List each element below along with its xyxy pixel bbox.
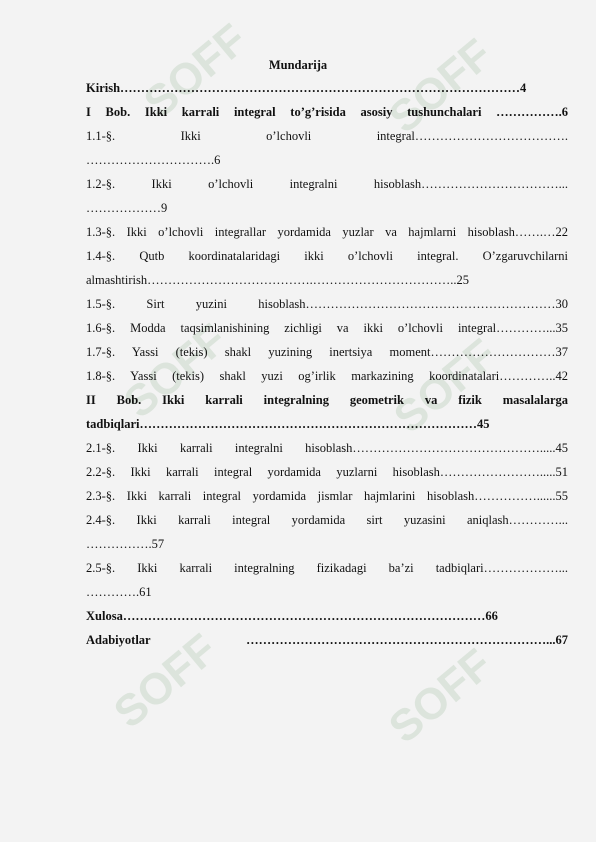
- toc-entry: 1.4-§. Qutb koordinatalaridagi ikki o’lchovli integral. O’zgaruvchilarni: [86, 249, 568, 263]
- toc-entry: ………………………….6: [86, 153, 221, 167]
- toc-entry: ………….61: [86, 585, 152, 599]
- toc-entry: 1.3-§. Ikki o’lchovli integrallar yordamida yuzlar va hajmlarni hisoblash…….…22: [86, 225, 568, 239]
- svg-text:SOFF: SOFF: [114, 314, 237, 428]
- svg-text:SOFF: SOFF: [104, 624, 227, 738]
- toc-entry: 1.2-§. Ikki o’lchovli integralni hisoblash……………………………...: [86, 177, 568, 191]
- watermark-text: SOFF: [134, 14, 257, 128]
- toc-entry: 2.3-§. Ikki karrali integral yordamida jismlar hajmlarini hisoblash……………......55: [86, 489, 568, 503]
- toc-entry: I Bob. Ikki karrali integral to’g’risida asosiy tushunchalari …………….6: [86, 105, 568, 119]
- toc-entry: 1.5-§. Sirt yuzini hisoblash……………………………………………………30: [86, 297, 568, 311]
- toc-entry: 2.1-§. Ikki karrali integralni hisoblash……………………………………….....45: [86, 441, 568, 455]
- toc-entry: …………….57: [86, 537, 165, 551]
- toc-entry: Kirish……………………………………………………………………………………4: [86, 81, 527, 95]
- page-title: Mundarija: [268, 58, 328, 72]
- table-of-contents: [86, 80, 568, 656]
- toc-entry: Adabiyotlar ………………………………………………………………...67: [86, 633, 568, 647]
- toc-entry: 1.8-§. Yassi (tekis) shakl yuzi og’irlik markazining koordinatalari…………..42: [86, 369, 568, 383]
- toc-entry: 1.7-§. Yassi (tekis) shakl yuzining inertsiya moment…………………………37: [86, 345, 568, 359]
- toc-entry: ………………9: [86, 201, 168, 215]
- svg-text:SOFF: SOFF: [379, 29, 502, 143]
- svg-text:SOFF: SOFF: [384, 329, 507, 443]
- toc-entry: 1.6-§. Modda taqsimlanishining zichligi va ikki o’lchovli integral…………...35: [86, 321, 568, 335]
- svg-text:SOFF: SOFF: [379, 639, 502, 753]
- toc-entry: almashtirish………………………………….……………………………..25: [86, 273, 469, 287]
- toc-entry: 2.4-§. Ikki karrali integral yordamida sirt yuzasini aniqlash…………...: [86, 513, 568, 527]
- toc-entry: 1.1-§. Ikki o’lchovli integral……………………………….: [86, 129, 568, 143]
- toc-entry: 2.2-§. Ikki karrali integral yordamida yuzlarni hisoblash…………………….....51: [86, 465, 568, 479]
- toc-entry: II Bob. Ikki karrali integralning geometrik va fizik masalalarga: [86, 393, 568, 407]
- toc-entry: Xulosa……………………………………………………………………………66: [86, 609, 498, 623]
- toc-entry: 2.5-§. Ikki karrali integralning fizikadagi ba’zi tadbiqlari………………...: [86, 561, 568, 575]
- toc-entry: tadbiqlari………………………………………………………………………45: [86, 417, 490, 431]
